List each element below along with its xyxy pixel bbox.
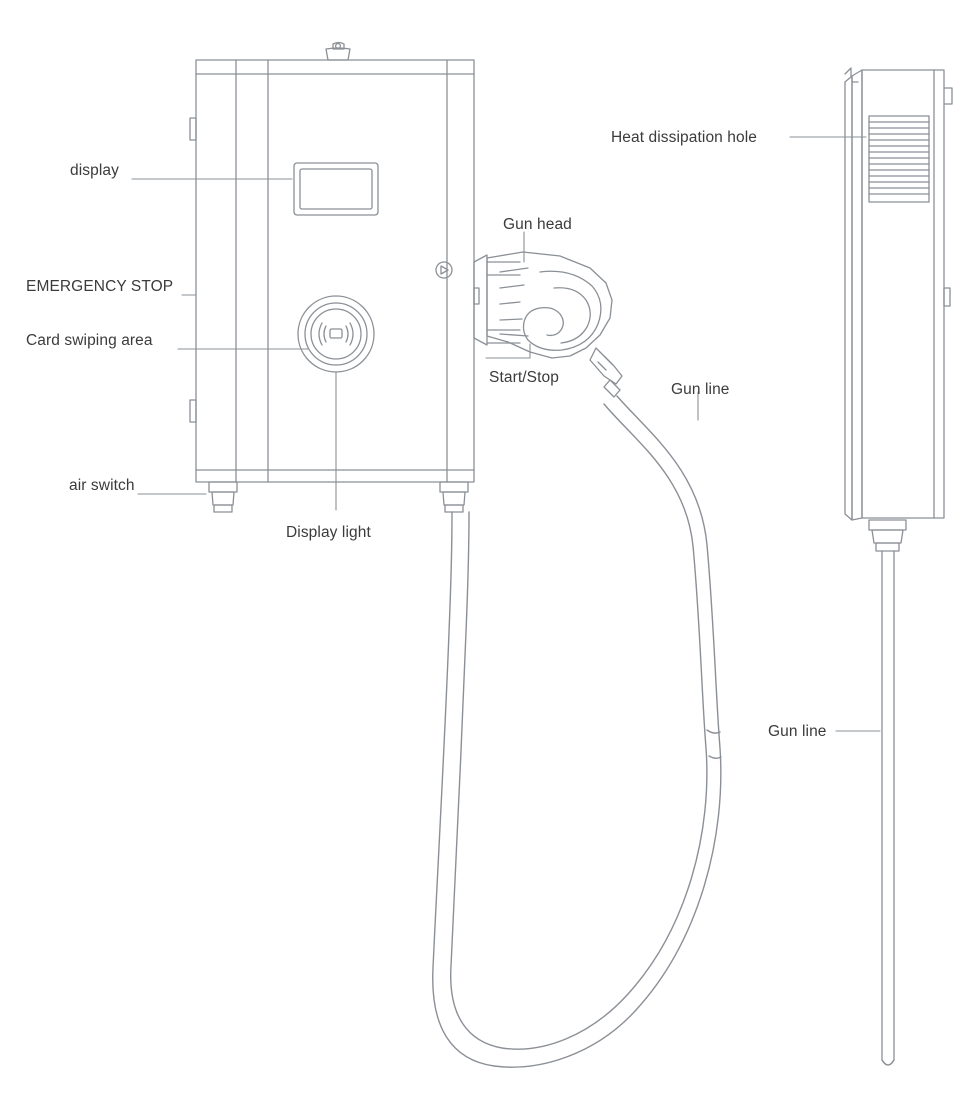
right-side-tab	[474, 288, 479, 304]
side-bottom-gland	[869, 520, 906, 551]
callout-label-emergency-stop: EMERGENCY STOP	[26, 278, 174, 295]
callout-label-start-stop: Start/Stop	[489, 369, 559, 386]
callout-label-card-swiping-area: Card swiping area	[26, 332, 153, 349]
callout-label-display-light: Display light	[286, 524, 371, 541]
gun-line-front-cable	[433, 396, 721, 1067]
callout-label-gun-head: Gun head	[503, 216, 572, 233]
gun-line-side-cable	[882, 551, 894, 1065]
display-screen	[294, 163, 378, 215]
front-bottom-glands	[209, 482, 468, 512]
front-view-enclosure	[196, 43, 474, 483]
callout-label-heat-dissipation-hole: Heat dissipation hole	[611, 129, 757, 146]
side-view-enclosure	[845, 68, 952, 520]
callout-label-display: display	[70, 162, 119, 179]
callout-label-air-switch: air switch	[69, 477, 135, 494]
heat-dissipation-hole	[869, 116, 929, 202]
callout-label-gun-line-front: Gun line	[671, 381, 730, 398]
callout-label-gun-line-side: Gun line	[768, 723, 827, 740]
gun-holster	[474, 255, 520, 345]
card-swiping-module	[298, 296, 374, 372]
start-stop-button	[436, 262, 452, 278]
left-side-tabs	[190, 118, 196, 422]
